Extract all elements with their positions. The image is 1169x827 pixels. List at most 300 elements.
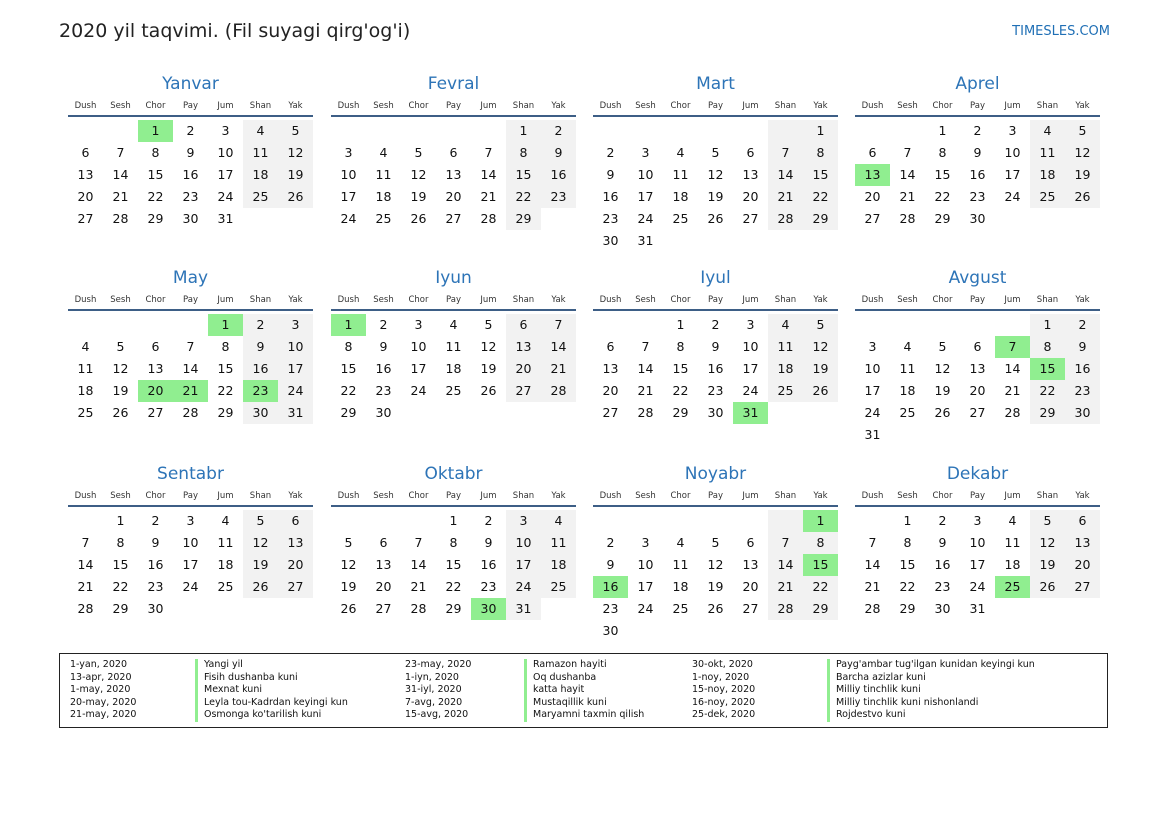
legend-holiday-name: katta hayit: [524, 684, 644, 697]
month-iyul: [593, 266, 838, 424]
weekday-label: Pay: [446, 295, 461, 305]
day-cell: 14: [768, 164, 803, 186]
holiday-legend: [59, 653, 1108, 728]
day-cell: 27: [1065, 576, 1100, 598]
legend-names-column: [195, 659, 348, 722]
day-cell: 6: [606, 339, 615, 354]
weekday-label: Chor: [932, 491, 953, 501]
empty-cell: [401, 510, 436, 532]
day-cell: 9: [1065, 336, 1100, 358]
day-cell: 11: [217, 535, 234, 550]
legend-holiday-name: Payg'ambar tug'ilgan kunidan keyingi kun: [827, 659, 1035, 672]
day-cell: 7: [541, 314, 576, 336]
holiday-day-cell: 31: [733, 402, 768, 424]
day-cell: 6: [278, 510, 313, 532]
day-cell: 7: [641, 339, 650, 354]
weekday-label: Sesh: [110, 101, 131, 111]
weekday-label: Pay: [970, 101, 985, 111]
day-cell: 11: [672, 167, 689, 182]
empty-cell: [995, 314, 1030, 336]
day-cell: 7: [768, 142, 803, 164]
weekday-label: Jum: [480, 101, 497, 111]
holiday-day-cell: 1: [803, 510, 838, 532]
day-cell: 28: [480, 211, 497, 226]
weekday-label: Chor: [145, 491, 166, 501]
day-cell: 1: [803, 120, 838, 142]
legend-date: 30-okt, 2020: [692, 659, 753, 670]
day-cell: 14: [77, 557, 94, 572]
day-cell: 4: [676, 535, 685, 550]
legend-date: 13-apr, 2020: [70, 671, 132, 683]
day-cell: 8: [803, 532, 838, 554]
day-cell: 19: [707, 189, 724, 204]
weekday-header: [68, 98, 313, 117]
day-cell: 6: [1065, 510, 1100, 532]
weekday-label: Jum: [480, 491, 497, 501]
day-cell: 27: [742, 601, 759, 616]
empty-cell: [593, 120, 628, 142]
day-cell: 2: [606, 535, 615, 550]
day-cell: 3: [868, 339, 877, 354]
weekday-label: Dush: [74, 101, 97, 111]
day-cell: 11: [672, 557, 689, 572]
day-cell: 5: [803, 314, 838, 336]
day-cell: 2: [973, 123, 982, 138]
legend-names-column: [827, 659, 1035, 722]
day-cell: 6: [449, 145, 458, 160]
weekday-header: [331, 488, 576, 507]
legend-date: 1-may, 2020: [70, 684, 131, 696]
day-cell: 4: [81, 339, 90, 354]
site-link[interactable]: TIMESLES.COM: [1012, 24, 1110, 39]
day-cell: 27: [864, 211, 881, 226]
day-cell: 4: [903, 339, 912, 354]
holiday-day-cell: 25: [995, 576, 1030, 598]
weekday-label: Jum: [480, 295, 497, 305]
day-cell: 16: [375, 361, 392, 376]
weekday-label: Shan: [1036, 295, 1059, 305]
day-cell: 5: [278, 120, 313, 142]
month-dekabr: [855, 462, 1100, 620]
day-cell: 26: [1065, 186, 1100, 208]
month-title: Noyabr: [684, 464, 747, 484]
weekday-label: Chor: [670, 295, 691, 305]
holiday-day-cell: 7: [995, 336, 1030, 358]
days-grid: [855, 510, 1100, 620]
day-cell: 21: [541, 358, 576, 380]
day-cell: 26: [278, 186, 313, 208]
day-cell: 19: [340, 579, 357, 594]
day-cell: 25: [243, 186, 278, 208]
day-cell: 29: [340, 405, 357, 420]
day-cell: 29: [445, 601, 462, 616]
day-cell: 9: [606, 557, 615, 572]
day-cell: 25: [375, 211, 392, 226]
day-cell: 23: [147, 579, 164, 594]
day-cell: 13: [742, 557, 759, 572]
weekday-label: Yak: [551, 101, 566, 111]
empty-cell: [103, 120, 138, 142]
empty-cell: [733, 120, 768, 142]
day-cell: 27: [375, 601, 392, 616]
day-cell: 5: [484, 317, 493, 332]
empty-cell: [925, 314, 960, 336]
day-cell: 14: [541, 336, 576, 358]
day-cell: 8: [803, 142, 838, 164]
day-cell: 22: [112, 579, 129, 594]
month-yanvar: [68, 72, 313, 230]
day-cell: 3: [746, 317, 755, 332]
day-cell: 26: [934, 405, 951, 420]
day-cell: 24: [410, 383, 427, 398]
day-cell: 2: [186, 123, 195, 138]
days-grid: [593, 510, 838, 642]
day-cell: 31: [217, 211, 234, 226]
day-cell: 15: [112, 557, 129, 572]
holiday-day-cell: 16: [593, 576, 628, 598]
day-cell: 25: [541, 576, 576, 598]
day-cell: 29: [147, 211, 164, 226]
day-cell: 8: [903, 535, 912, 550]
day-cell: 22: [147, 189, 164, 204]
day-cell: 11: [375, 167, 392, 182]
day-cell: 13: [602, 361, 619, 376]
day-cell: 2: [151, 513, 160, 528]
weekday-label: Jum: [217, 101, 234, 111]
legend-holiday-name: Maryamni taxmin qilish: [524, 709, 644, 722]
day-cell: 29: [803, 598, 838, 620]
weekday-label: Dush: [861, 491, 884, 501]
day-cell: 5: [1030, 510, 1065, 532]
day-cell: 1: [1030, 314, 1065, 336]
day-cell: 5: [711, 535, 720, 550]
day-cell: 11: [768, 336, 803, 358]
day-cell: 17: [637, 189, 654, 204]
day-cell: 29: [1030, 402, 1065, 424]
day-cell: 16: [969, 167, 986, 182]
day-cell: 7: [414, 535, 423, 550]
day-cell: 15: [672, 361, 689, 376]
legend-date: 31-iyl, 2020: [405, 684, 462, 696]
weekday-header: [855, 98, 1100, 117]
day-cell: 2: [379, 317, 388, 332]
weekday-header: [593, 292, 838, 311]
day-cell: 20: [375, 579, 392, 594]
weekday-label: Chor: [408, 491, 429, 501]
day-cell: 8: [506, 142, 541, 164]
day-cell: 9: [938, 535, 947, 550]
day-cell: 10: [969, 535, 986, 550]
month-title: Aprel: [955, 74, 1000, 94]
day-cell: 24: [182, 579, 199, 594]
day-cell: 16: [1065, 358, 1100, 380]
day-cell: 26: [803, 380, 838, 402]
weekday-label: Yak: [813, 101, 828, 111]
day-cell: 18: [672, 189, 689, 204]
day-cell: 3: [344, 145, 353, 160]
day-cell: 22: [340, 383, 357, 398]
day-cell: 10: [506, 532, 541, 554]
day-cell: 2: [541, 120, 576, 142]
day-cell: 5: [344, 535, 353, 550]
weekday-label: Sesh: [897, 491, 918, 501]
day-cell: 28: [864, 601, 881, 616]
day-cell: 18: [899, 383, 916, 398]
weekday-label: Shan: [774, 101, 797, 111]
day-cell: 25: [445, 383, 462, 398]
day-cell: 27: [506, 380, 541, 402]
weekday-label: Shan: [512, 101, 535, 111]
day-cell: 7: [768, 532, 803, 554]
day-cell: 22: [1030, 380, 1065, 402]
day-cell: 24: [864, 405, 881, 420]
day-cell: 22: [934, 189, 951, 204]
day-cell: 6: [81, 145, 90, 160]
day-cell: 20: [742, 579, 759, 594]
day-cell: 24: [506, 576, 541, 598]
day-cell: 24: [637, 211, 654, 226]
day-cell: 4: [243, 120, 278, 142]
day-cell: 12: [480, 339, 497, 354]
day-cell: 18: [375, 189, 392, 204]
empty-cell: [890, 314, 925, 336]
weekday-label: Pay: [970, 491, 985, 501]
day-cell: 3: [1008, 123, 1017, 138]
day-cell: 6: [506, 314, 541, 336]
holiday-day-cell: 15: [1030, 358, 1065, 380]
day-cell: 9: [379, 339, 388, 354]
weekday-label: Dush: [337, 491, 360, 501]
empty-cell: [366, 120, 401, 142]
day-cell: 22: [803, 186, 838, 208]
weekday-label: Dush: [337, 295, 360, 305]
legend-date: 25-dek, 2020: [692, 709, 756, 721]
weekday-label: Sesh: [110, 295, 131, 305]
month-title: Yanvar: [162, 74, 219, 94]
day-cell: 27: [742, 211, 759, 226]
empty-cell: [698, 120, 733, 142]
day-cell: 20: [742, 189, 759, 204]
legend-date: 7-avg, 2020: [405, 696, 463, 708]
day-cell: 16: [480, 557, 497, 572]
day-cell: 31: [637, 233, 654, 248]
day-cell: 7: [868, 535, 877, 550]
day-cell: 6: [973, 339, 982, 354]
empty-cell: [138, 314, 173, 336]
day-cell: 18: [768, 358, 803, 380]
day-cell: 12: [1030, 532, 1065, 554]
day-cell: 18: [1030, 164, 1065, 186]
day-cell: 23: [480, 579, 497, 594]
day-cell: 25: [768, 380, 803, 402]
empty-cell: [855, 510, 890, 532]
day-cell: 10: [864, 361, 881, 376]
month-title: Iyun: [435, 268, 472, 288]
day-cell: 2: [484, 513, 493, 528]
day-cell: 31: [506, 598, 541, 620]
day-cell: 8: [344, 339, 353, 354]
day-cell: 20: [969, 383, 986, 398]
day-cell: 22: [672, 383, 689, 398]
weekday-label: Dush: [861, 295, 884, 305]
day-cell: 17: [340, 189, 357, 204]
empty-cell: [698, 510, 733, 532]
month-title: Mart: [696, 74, 735, 94]
day-cell: 13: [506, 336, 541, 358]
day-cell: 24: [742, 383, 759, 398]
weekday-label: Chor: [145, 101, 166, 111]
day-cell: 17: [217, 167, 234, 182]
day-cell: 3: [278, 314, 313, 336]
month-iyun: [331, 266, 576, 424]
holiday-day-cell: 21: [173, 380, 208, 402]
legend-holiday-name: Mustaqillik kuni: [524, 697, 644, 710]
legend-date: 1-yan, 2020: [70, 659, 127, 670]
day-cell: 7: [186, 339, 195, 354]
day-cell: 14: [182, 361, 199, 376]
day-cell: 2: [606, 145, 615, 160]
empty-cell: [768, 120, 803, 142]
day-cell: 15: [445, 557, 462, 572]
weekday-label: Shan: [774, 295, 797, 305]
day-cell: 30: [934, 601, 951, 616]
legend-date: 21-may, 2020: [70, 709, 137, 721]
day-cell: 24: [1004, 189, 1021, 204]
day-cell: 7: [81, 535, 90, 550]
day-cell: 28: [768, 208, 803, 230]
day-cell: 29: [506, 208, 541, 230]
day-cell: 3: [641, 145, 650, 160]
day-cell: 6: [379, 535, 388, 550]
day-cell: 30: [1065, 402, 1100, 424]
weekday-label: Sesh: [897, 295, 918, 305]
day-cell: 12: [243, 532, 278, 554]
day-cell: 9: [973, 145, 982, 160]
weekday-label: Yak: [551, 295, 566, 305]
day-cell: 26: [340, 601, 357, 616]
days-grid: [331, 314, 576, 424]
day-cell: 24: [969, 579, 986, 594]
weekday-header: [331, 292, 576, 311]
day-cell: 19: [803, 358, 838, 380]
day-cell: 12: [803, 336, 838, 358]
empty-cell: [768, 510, 803, 532]
holiday-day-cell: 1: [331, 314, 366, 336]
day-cell: 31: [864, 427, 881, 442]
empty-cell: [331, 120, 366, 142]
empty-cell: [593, 314, 628, 336]
day-cell: 26: [707, 211, 724, 226]
day-cell: 29: [803, 208, 838, 230]
day-cell: 7: [116, 145, 125, 160]
day-cell: 27: [602, 405, 619, 420]
day-cell: 21: [112, 189, 129, 204]
day-cell: 28: [899, 211, 916, 226]
month-title: Iyul: [700, 268, 731, 288]
legend-holiday-name: Barcha azizlar kuni: [827, 672, 1035, 685]
weekday-label: Chor: [670, 491, 691, 501]
day-cell: 9: [606, 167, 615, 182]
day-cell: 11: [541, 532, 576, 554]
weekday-label: Pay: [708, 101, 723, 111]
day-cell: 27: [445, 211, 462, 226]
day-cell: 20: [506, 358, 541, 380]
legend-date: 1-iyn, 2020: [405, 671, 459, 683]
empty-cell: [173, 314, 208, 336]
weekday-label: Jum: [1004, 295, 1021, 305]
day-cell: 23: [934, 579, 951, 594]
day-cell: 20: [77, 189, 94, 204]
weekday-label: Pay: [183, 491, 198, 501]
day-cell: 24: [217, 189, 234, 204]
day-cell: 8: [676, 339, 685, 354]
day-cell: 11: [243, 142, 278, 164]
day-cell: 9: [711, 339, 720, 354]
day-cell: 16: [147, 557, 164, 572]
day-cell: 29: [112, 601, 129, 616]
day-cell: 23: [1065, 380, 1100, 402]
day-cell: 17: [506, 554, 541, 576]
weekday-label: Pay: [708, 295, 723, 305]
day-cell: 6: [151, 339, 160, 354]
weekday-label: Dush: [74, 295, 97, 305]
day-cell: 28: [182, 405, 199, 420]
weekday-label: Dush: [599, 295, 622, 305]
day-cell: 26: [1030, 576, 1065, 598]
day-cell: 11: [445, 339, 462, 354]
day-cell: 19: [410, 189, 427, 204]
day-cell: 15: [934, 167, 951, 182]
day-cell: 2: [711, 317, 720, 332]
day-cell: 21: [768, 186, 803, 208]
day-cell: 10: [742, 339, 759, 354]
day-cell: 10: [340, 167, 357, 182]
holiday-day-cell: 13: [855, 164, 890, 186]
day-cell: 13: [278, 532, 313, 554]
day-cell: 18: [243, 164, 278, 186]
day-cell: 3: [186, 513, 195, 528]
weekday-label: Dush: [599, 491, 622, 501]
day-cell: 13: [969, 361, 986, 376]
day-cell: 22: [506, 186, 541, 208]
day-cell: 21: [77, 579, 94, 594]
day-cell: 5: [243, 510, 278, 532]
weekday-header: [855, 292, 1100, 311]
day-cell: 4: [1008, 513, 1017, 528]
weekday-label: Pay: [970, 295, 985, 305]
day-cell: 5: [1065, 120, 1100, 142]
legend-holiday-name: Fisih dushanba kuni: [195, 672, 348, 685]
empty-cell: [436, 120, 471, 142]
day-cell: 14: [410, 557, 427, 572]
day-cell: 12: [112, 361, 129, 376]
day-cell: 6: [746, 145, 755, 160]
weekday-label: Sesh: [373, 491, 394, 501]
day-cell: 11: [899, 361, 916, 376]
legend-date: 15-noy, 2020: [692, 684, 756, 696]
day-cell: 3: [973, 513, 982, 528]
day-cell: 21: [1004, 383, 1021, 398]
day-cell: 18: [77, 383, 94, 398]
day-cell: 22: [899, 579, 916, 594]
day-cell: 27: [77, 211, 94, 226]
weekday-label: Yak: [813, 295, 828, 305]
day-cell: 30: [602, 623, 619, 638]
month-title: Fevral: [427, 74, 480, 94]
weekday-label: Sesh: [635, 101, 656, 111]
day-cell: 7: [484, 145, 493, 160]
day-cell: 29: [672, 405, 689, 420]
